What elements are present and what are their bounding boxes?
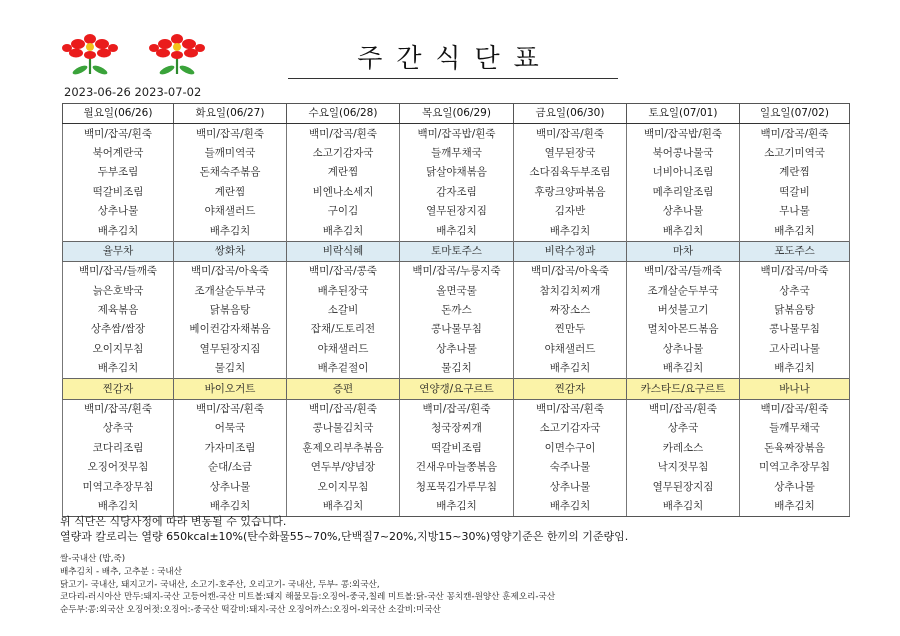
menu-item: 참치김치찌개 [514,282,627,301]
menu-item: 소갈비 [287,301,400,320]
day-header: 일요일(07/02) [740,104,850,124]
menu-item: 떡갈비 [740,183,850,202]
menu-item: 배추김치 [287,497,400,517]
origin-line: 닭고기- 국내산, 돼지고기- 국내산, 소고기-호주산, 오리고기- 국내산, 두부- 콩:외국산, [60,579,380,590]
menu-item: 멸치아몬드볶음 [627,320,740,339]
menu-table [62,103,850,517]
menu-item: 북어콩나물국 [627,144,740,163]
menu-item: 오이지무침 [287,477,400,496]
menu-item: 상추나물 [174,477,287,496]
menu-item: 배추김치 [63,359,174,379]
menu-item: 물김치 [400,359,514,379]
menu-item: 상추쌈/쌈장 [63,320,174,339]
menu-item: 배추김치 [400,497,514,517]
menu-item: 야채샐러드 [174,202,287,221]
menu-item: 백미/잡곡/누룽지죽 [400,262,514,282]
menu-item: 백미/잡곡/흰죽 [514,399,627,419]
menu-item: 배추김치 [627,221,740,241]
menu-item: 낙지젓무침 [627,458,740,477]
day-header: 금요일(06/30) [514,104,627,124]
snack-item: 쌍화차 [174,241,287,261]
menu-item: 제육볶음 [63,301,174,320]
menu-item: 돈육짜장볶음 [740,439,850,458]
menu-item: 잡채/도토리전 [287,320,400,339]
menu-item: 배추김치 [740,497,850,517]
menu-item: 소고기감자국 [514,419,627,438]
menu-row [63,320,850,339]
menu-item: 배추김치 [514,497,627,517]
menu-row [63,497,850,517]
menu-item: 상추국 [627,419,740,438]
day-header: 수요일(06/28) [287,104,400,124]
menu-row [63,439,850,458]
menu-item: 어묵국 [174,419,287,438]
menu-item: 들깨미역국 [174,144,287,163]
menu-item: 청국장찌개 [400,419,514,438]
menu-item: 배추김치 [174,497,287,517]
menu-item: 연두부/양념장 [287,458,400,477]
menu-row [63,399,850,419]
notes-section [60,515,880,617]
menu-item: 백미/잡곡/흰죽 [63,124,174,144]
menu-item: 배추김치 [740,359,850,379]
snack-item: 바나나 [740,379,850,399]
menu-item: 구이김 [287,202,400,221]
menu-item: 조개살순두부국 [627,282,740,301]
menu-item: 닭볶음탕 [174,301,287,320]
menu-body [63,124,850,517]
day-header: 토요일(07/01) [627,104,740,124]
menu-item: 열무된장지짐 [400,202,514,221]
menu-item: 백미/잡곡밥/흰죽 [400,124,514,144]
menu-item: 배추김치 [627,497,740,517]
menu-item: 백미/잡곡/들깨죽 [627,262,740,282]
day-header: 월요일(06/26) [63,104,174,124]
menu-item: 백미/잡곡/흰죽 [287,399,400,419]
menu-item: 늙은호박국 [63,282,174,301]
menu-item: 북어계란국 [63,144,174,163]
menu-item: 야채샐러드 [514,340,627,359]
menu-item: 열무된장국 [514,144,627,163]
snack-item: 증편 [287,379,400,399]
title-underline [288,78,618,79]
menu-row [63,124,850,144]
menu-row [63,221,850,241]
menu-item: 감자조림 [400,183,514,202]
menu-item: 오이지무침 [63,340,174,359]
menu-item: 상추나물 [627,202,740,221]
menu-item: 백미/잡곡/흰죽 [740,399,850,419]
day-header: 화요일(06/27) [174,104,287,124]
menu-item: 배추된장국 [287,282,400,301]
origin-line: 배추김치 - 배추, 고추분 : 국내산 [60,566,183,577]
menu-item: 청포묵김가루무침 [400,477,514,496]
menu-row [63,202,850,221]
snack-item: 포도주스 [740,241,850,261]
menu-item: 백미/잡곡/마죽 [740,262,850,282]
menu-item: 조개살순두부국 [174,282,287,301]
menu-item: 배추김치 [740,221,850,241]
menu-item: 배추김치 [514,221,627,241]
snack-row [63,379,850,399]
menu-item: 떡갈비조림 [400,439,514,458]
menu-item: 숙주나물 [514,458,627,477]
day-header-row [63,104,850,124]
menu-item: 상추나물 [514,477,627,496]
menu-item: 배추김치 [514,359,627,379]
menu-item: 백미/잡곡/흰죽 [287,124,400,144]
menu-item: 김자반 [514,202,627,221]
menu-row [63,458,850,477]
menu-item: 배추김치 [174,221,287,241]
menu-item: 열무된장지짐 [174,340,287,359]
menu-item: 코다리조림 [63,439,174,458]
menu-row [63,144,850,163]
origin-line: 코다리-러시아산 만두:돼지-국산 고등어캔-국산 미트볼:돼지 해물모듬:오징어-중국,칠레 미트볼:닭-국산 꽁치캔-원양산 훈제오리-국산 [60,592,556,603]
menu-item: 백미/잡곡/흰죽 [174,124,287,144]
menu-item: 비엔나소세지 [287,183,400,202]
menu-item: 백미/잡곡/콩죽 [287,262,400,282]
menu-row [63,282,850,301]
menu-item: 소다짐육두부조림 [514,163,627,182]
menu-item: 메추리알조림 [627,183,740,202]
notice-text: 위 식단은 식당사정에 따라 변동될 수 있습니다. [60,515,287,528]
menu-row [63,163,850,182]
menu-item: 콩나물김치국 [287,419,400,438]
menu-item: 백미/잡곡/흰죽 [400,399,514,419]
menu-item: 무나물 [740,202,850,221]
menu-row [63,359,850,379]
menu-item: 콩나물무침 [740,320,850,339]
menu-item: 백미/잡곡/아욱죽 [514,262,627,282]
snack-item: 율무차 [63,241,174,261]
menu-item: 훈제오리부추볶음 [287,439,400,458]
snack-item: 토마토주스 [400,241,514,261]
menu-item: 백미/잡곡밥/흰죽 [627,124,740,144]
date-range: 2023-06-26 2023-07-02 [64,85,202,99]
menu-item: 오징어젓무침 [63,458,174,477]
page-title: 주간식단표 [357,44,553,74]
snack-item: 비락식혜 [287,241,400,261]
menu-item: 두부조림 [63,163,174,182]
flower-left-icon [62,34,118,76]
flower-decoration-icon [62,34,242,84]
menu-item: 계란찜 [174,183,287,202]
nutrition-text: 열량과 칼로리는 열량 650kcal±10%(탄수화물55~70%,단백질7~20%,지방15~30%)영양기준은 한끼의 기준량임. [60,529,629,543]
menu-item: 미역고추장무침 [740,458,850,477]
menu-item: 소고기미역국 [740,144,850,163]
menu-item: 계란찜 [287,163,400,182]
menu-item: 배추겉절이 [287,359,400,379]
menu-row [63,301,850,320]
menu-item: 올면국물 [400,282,514,301]
flower-right-icon [149,34,205,76]
menu-item: 상추나물 [740,477,850,496]
menu-item: 후랑크양파볶음 [514,183,627,202]
menu-row [63,419,850,438]
snack-item: 찐감자 [514,379,627,399]
menu-item: 미역고추장무침 [63,477,174,496]
menu-item: 상추국 [63,419,174,438]
menu-item: 백미/잡곡/흰죽 [627,399,740,419]
menu-item: 백미/잡곡/아욱죽 [174,262,287,282]
day-header: 목요일(06/29) [400,104,514,124]
menu-item: 백미/잡곡/들깨죽 [63,262,174,282]
menu-item: 순대/소금 [174,458,287,477]
menu-item: 배추김치 [287,221,400,241]
menu-row [63,183,850,202]
menu-item: 카레소스 [627,439,740,458]
menu-item: 상추나물 [63,202,174,221]
menu-item: 고사리나물 [740,340,850,359]
menu-item: 배추김치 [63,221,174,241]
menu-item: 백미/잡곡/흰죽 [740,124,850,144]
menu-row [63,477,850,496]
menu-item: 닭살야채볶음 [400,163,514,182]
menu-item: 너비아니조림 [627,163,740,182]
menu-item: 상추나물 [627,340,740,359]
menu-item: 백미/잡곡/흰죽 [514,124,627,144]
snack-item: 찐감자 [63,379,174,399]
origin-line: 순두부:콩:외국산 오징어젓:오징어:-중국산 떡갈비:돼지-국산 오징어까스:오징어-외국산 소갈비:미국산 [60,605,441,616]
menu-item: 콩나물무침 [400,320,514,339]
menu-item: 상추나물 [400,340,514,359]
menu-item: 찐만두 [514,320,627,339]
menu-item: 돈까스 [400,301,514,320]
snack-item: 바이오거트 [174,379,287,399]
menu-item: 상추국 [740,282,850,301]
menu-item: 닭볶음탕 [740,301,850,320]
snack-row [63,241,850,261]
menu-item: 떡갈비조림 [63,183,174,202]
menu-item: 돈채숙주볶음 [174,163,287,182]
menu-item: 배추김치 [400,221,514,241]
menu-item: 물김치 [174,359,287,379]
menu-item: 들깨무채국 [400,144,514,163]
menu-item: 백미/잡곡/흰죽 [63,399,174,419]
snack-item: 마차 [627,241,740,261]
menu-item: 이면수구이 [514,439,627,458]
menu-item: 열무된장지짐 [627,477,740,496]
menu-row [63,262,850,282]
menu-row [63,340,850,359]
snack-item: 카스타드/요구르트 [627,379,740,399]
menu-item: 들깨무채국 [740,419,850,438]
menu-item: 배추김치 [627,359,740,379]
menu-item: 짜장소스 [514,301,627,320]
menu-item: 버섯불고기 [627,301,740,320]
origin-line: 쌀-국내산 (밥,죽) [60,554,126,564]
menu-item: 건새우마늘쫑볶음 [400,458,514,477]
menu-item: 가자미조림 [174,439,287,458]
menu-item: 백미/잡곡/흰죽 [174,399,287,419]
menu-item: 야채샐러드 [287,340,400,359]
snack-item: 연양갱/요구르트 [400,379,514,399]
snack-item: 비락수정과 [514,241,627,261]
menu-item: 배추김치 [63,497,174,517]
menu-item: 계란찜 [740,163,850,182]
menu-item: 베이컨감자채볶음 [174,320,287,339]
menu-item: 소고기감자국 [287,144,400,163]
